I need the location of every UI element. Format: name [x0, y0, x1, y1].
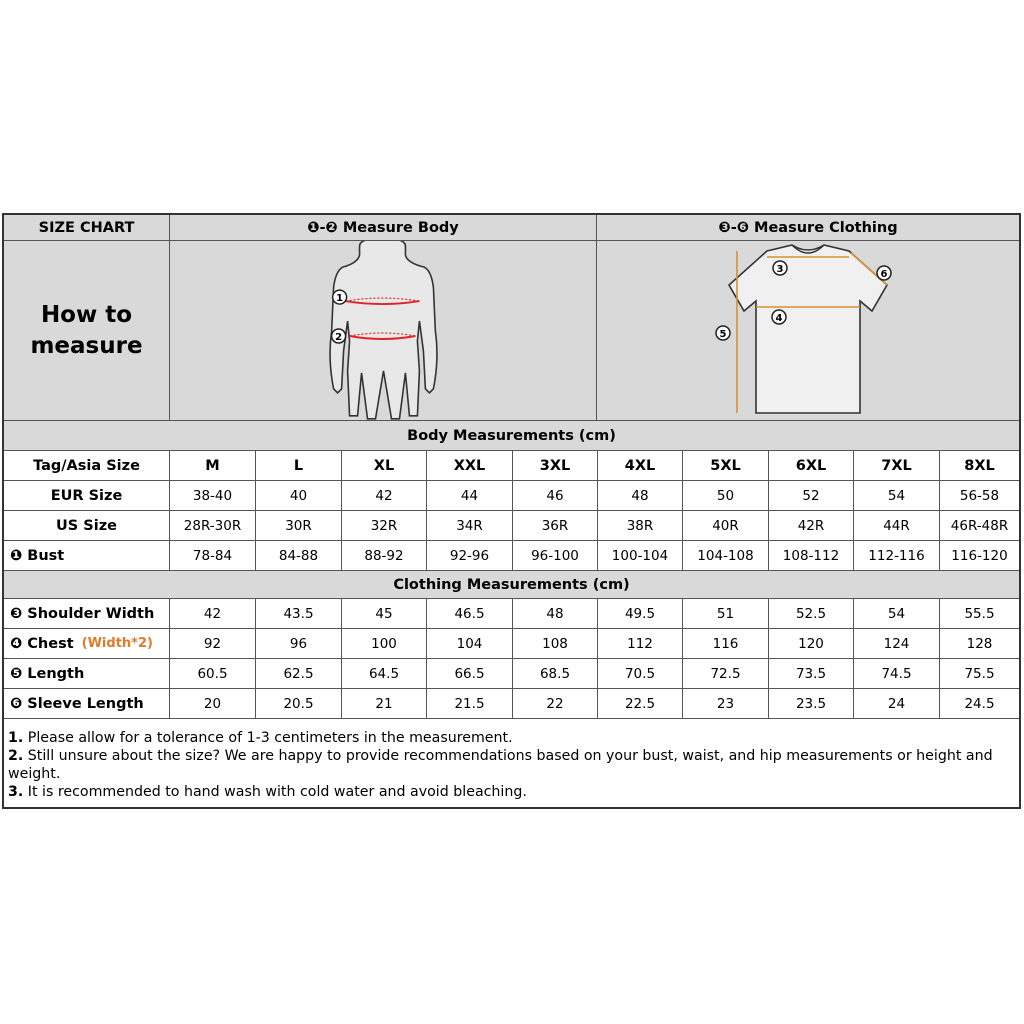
clothing-illustration-cell — [597, 241, 1019, 421]
table-cell: 21.5 — [427, 689, 513, 719]
body-section-row — [4, 421, 1019, 451]
body-section-title: Body Measurements (cm) — [4, 421, 1019, 451]
table-cell: 43.5 — [256, 599, 342, 629]
row-label-text: Sleeve Length — [27, 695, 144, 712]
svg-text:4: 4 — [775, 313, 783, 324]
table-cell: 44R — [854, 511, 940, 541]
table-cell: 108 — [513, 629, 598, 659]
table-cell: 104 — [427, 629, 513, 659]
table-cell: 24.5 — [940, 689, 1019, 719]
table-cell: 48 — [598, 481, 683, 511]
table-cell: 96 — [256, 629, 342, 659]
table-cell: 42 — [342, 481, 427, 511]
table-cell: 50 — [683, 481, 769, 511]
row-number-icon: ❹ — [10, 635, 23, 652]
row-label — [4, 599, 170, 629]
table-cell: 74.5 — [854, 659, 940, 689]
table-cell: 51 — [683, 599, 769, 629]
row-number-icon: ❺ — [10, 665, 23, 682]
row-label-text: Shoulder Width — [27, 605, 155, 622]
row-label-text: US Size — [56, 517, 117, 534]
clothing-rows-row — [4, 599, 1019, 629]
table-cell: 88-92 — [342, 541, 427, 571]
table-cell: 21 — [342, 689, 427, 719]
how-to-measure — [4, 241, 170, 421]
size-header-2: XL — [342, 451, 427, 481]
table-cell: 32R — [342, 511, 427, 541]
row-number-icon: ❸ — [10, 605, 23, 622]
illustration-row — [4, 241, 1019, 421]
table-cell: 38-40 — [170, 481, 256, 511]
row-label-text: EUR Size — [50, 487, 123, 504]
table-cell: 42 — [170, 599, 256, 629]
table-cell: 68.5 — [513, 659, 598, 689]
row-label — [4, 541, 170, 571]
table-cell: 40R — [683, 511, 769, 541]
table-cell: 30R — [256, 511, 342, 541]
body-rows-row — [4, 511, 1019, 541]
table-cell: 22.5 — [598, 689, 683, 719]
row-label-extra: (Width*2) — [81, 636, 153, 651]
table-cell: 100-104 — [598, 541, 683, 571]
row-number-icon: ❻ — [10, 695, 23, 712]
clothing-rows-row — [4, 689, 1019, 719]
table-cell: 45 — [342, 599, 427, 629]
size-header-8: 7XL — [854, 451, 940, 481]
size-chart-title: SIZE CHART — [4, 215, 170, 241]
table-cell: 92 — [170, 629, 256, 659]
table-cell: 104-108 — [683, 541, 769, 571]
table-cell: 44 — [427, 481, 513, 511]
table-cell: 22 — [513, 689, 598, 719]
body-rows-row — [4, 541, 1019, 571]
clothing-rows-row — [4, 659, 1019, 689]
body-figure-icon — [170, 241, 596, 420]
table-cell: 112 — [598, 629, 683, 659]
table-cell: 72.5 — [683, 659, 769, 689]
row-label-text: Length — [27, 665, 85, 682]
size-header-9: 8XL — [940, 451, 1019, 481]
table-cell: 46.5 — [427, 599, 513, 629]
table-cell: 24 — [854, 689, 940, 719]
body-illustration-cell — [170, 241, 597, 421]
svg-text:2: 2 — [335, 331, 343, 343]
table-cell: 38R — [598, 511, 683, 541]
table-cell: 42R — [769, 511, 854, 541]
size-header-6: 5XL — [683, 451, 769, 481]
table-cell: 92-96 — [427, 541, 513, 571]
table-cell: 100 — [342, 629, 427, 659]
size-header-row — [4, 451, 1019, 481]
measure-clothing-header: ❸-❻ Measure Clothing — [597, 215, 1019, 241]
table-cell: 52 — [769, 481, 854, 511]
svg-text:5: 5 — [719, 329, 727, 340]
table-cell: 120 — [769, 629, 854, 659]
table-cell: 75.5 — [940, 659, 1019, 689]
table-cell: 49.5 — [598, 599, 683, 629]
how-to-line2: measure — [30, 332, 143, 359]
table-cell: 46R-48R — [940, 511, 1019, 541]
table-cell: 48 — [513, 599, 598, 629]
size-header-0: M — [170, 451, 256, 481]
size-chart-table — [2, 213, 1021, 809]
table-cell: 28R-30R — [170, 511, 256, 541]
table-cell: 116 — [683, 629, 769, 659]
marker-1-icon — [333, 290, 347, 304]
note-1: 1. Please allow for a tolerance of 1-3 centimeters in the measurement. — [8, 730, 513, 746]
tshirt-figure-icon — [597, 241, 1019, 420]
table-cell: 124 — [854, 629, 940, 659]
table-cell: 40 — [256, 481, 342, 511]
size-header-3: XXL — [427, 451, 513, 481]
size-header-4: 3XL — [513, 451, 598, 481]
table-cell: 108-112 — [769, 541, 854, 571]
table-cell: 73.5 — [769, 659, 854, 689]
size-header-5: 4XL — [598, 451, 683, 481]
table-cell: 23 — [683, 689, 769, 719]
table-cell: 70.5 — [598, 659, 683, 689]
row-label — [4, 659, 170, 689]
table-cell: 36R — [513, 511, 598, 541]
size-header-1: L — [256, 451, 342, 481]
row-label-text: Chest — [27, 635, 74, 652]
header-row — [4, 215, 1019, 241]
table-cell: 60.5 — [170, 659, 256, 689]
notes — [4, 729, 1019, 801]
table-cell: 56-58 — [940, 481, 1019, 511]
row-number-icon: ❶ — [10, 547, 23, 564]
marker-3-icon — [773, 261, 787, 275]
table-cell: 54 — [854, 481, 940, 511]
svg-text:1: 1 — [336, 293, 344, 305]
table-cell: 84-88 — [256, 541, 342, 571]
clothing-section-title: Clothing Measurements (cm) — [4, 571, 1019, 599]
table-cell: 112-116 — [854, 541, 940, 571]
row-label — [4, 689, 170, 719]
svg-text:6: 6 — [880, 269, 888, 280]
table-cell: 54 — [854, 599, 940, 629]
marker-6-icon — [877, 266, 891, 280]
table-cell: 52.5 — [769, 599, 854, 629]
table-cell: 64.5 — [342, 659, 427, 689]
note-2: 2. Still unsure about the size? We are happy to provide recommendations based on your bust, waist, and hip measurements or height and weight. — [8, 748, 993, 782]
table-cell: 116-120 — [940, 541, 1019, 571]
row-label — [4, 511, 170, 541]
table-cell: 78-84 — [170, 541, 256, 571]
body-rows-row — [4, 481, 1019, 511]
table-cell: 23.5 — [769, 689, 854, 719]
table-cell: 55.5 — [940, 599, 1019, 629]
table-cell: 66.5 — [427, 659, 513, 689]
table-cell: 46 — [513, 481, 598, 511]
table-cell: 34R — [427, 511, 513, 541]
clothing-section-row — [4, 571, 1019, 599]
row-label — [4, 481, 170, 511]
svg-text:3: 3 — [776, 264, 784, 275]
table-cell: 20 — [170, 689, 256, 719]
size-row-label: Tag/Asia Size — [4, 451, 170, 481]
marker-2-icon — [332, 329, 346, 343]
how-to-line1: How to — [40, 301, 133, 328]
table-cell: 96-100 — [513, 541, 598, 571]
table-cell: 20.5 — [256, 689, 342, 719]
measure-body-header: ❶-❷ Measure Body — [170, 215, 597, 241]
note-3: 3. It is recommended to hand wash with cold water and avoid bleaching. — [8, 784, 527, 800]
table-cell: 62.5 — [256, 659, 342, 689]
marker-5-icon — [716, 326, 730, 340]
row-label — [4, 629, 170, 659]
table-cell: 128 — [940, 629, 1019, 659]
size-header-7: 6XL — [769, 451, 854, 481]
row-label-text: Bust — [27, 547, 65, 564]
clothing-rows-row — [4, 629, 1019, 659]
marker-4-icon — [772, 310, 786, 324]
